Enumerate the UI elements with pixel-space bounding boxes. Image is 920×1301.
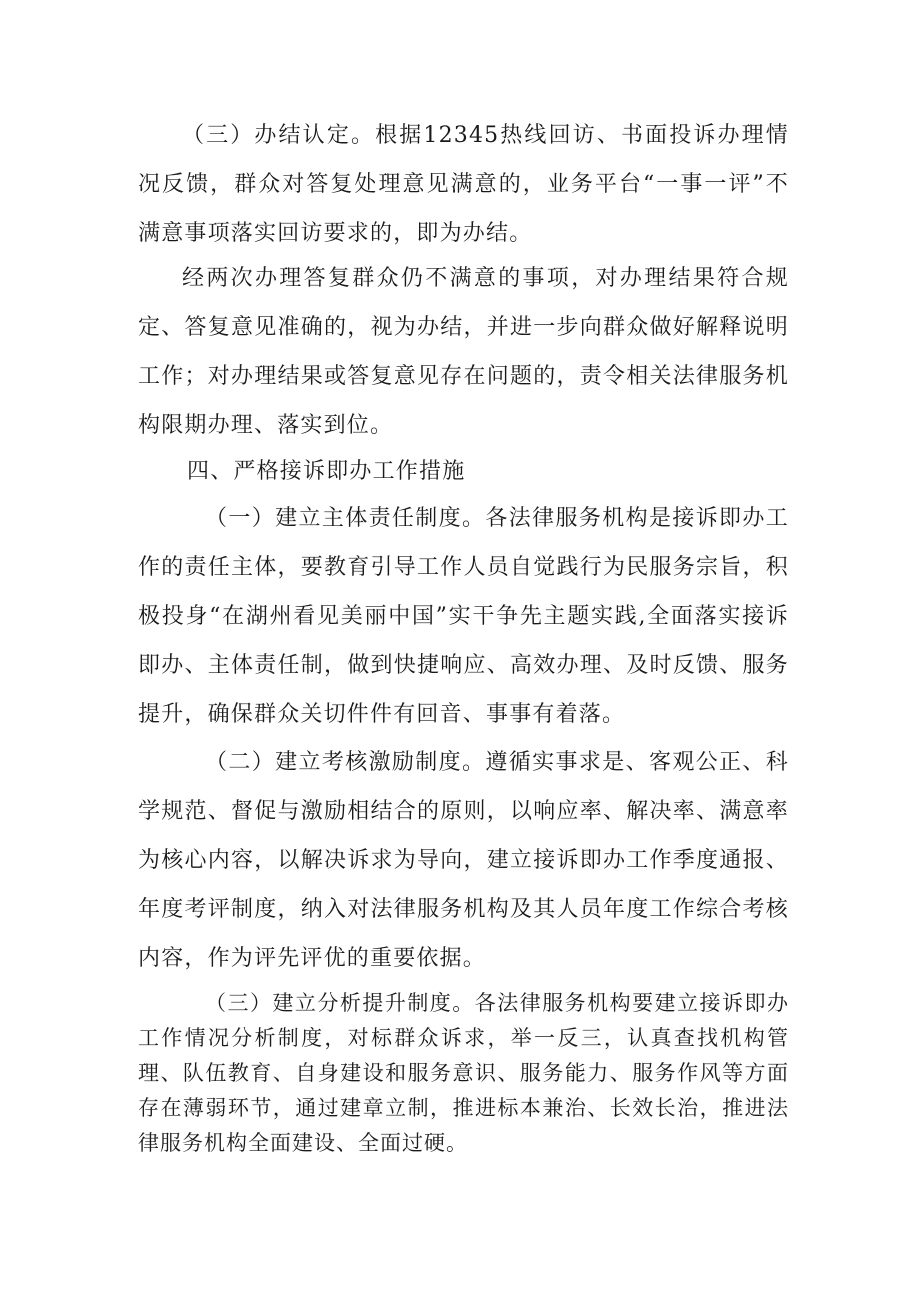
paragraph-assessment-incentive: （二）建立考核激励制度。遵循实事求是、客观公正、科学规范、督促与激励相结合的原则，以响应率、解决率、满意率为核心内容，以解决诉求为导向，建立接诉即办工作季度通报、年度考评制度，纳入对法律服务机构及其人员年度工作综合考核内容，作为评先评优的重要依据。 [138,750,789,971]
paragraph-analysis-improvement: （三）建立分析提升制度。各法律服务机构要建立接诉即办工作情况分析制度，对标群众诉求，举一反三，认真查找机构管理、队伍教育、自身建设和服务意识、服务能力、服务作风等方面存在薄弱环节，通过建章立制，推进标本兼治、长效长治，推进法律服务机构全面建设、全面过硬。 [138,991,789,1155]
section-heading-measures: 四、严格接诉即办工作措施 [187,459,466,484]
paragraph-completion-criteria: （三）办结认定。根据12345热线回访、书面投诉办理情况反馈，群众对答复处理意见满意的，业务平台“一事一评”不满意事项落实回访要求的，即为办结。 [138,123,789,246]
paragraph-responsibility-system: （一）建立主体责任制度。各法律服务机构是接诉即办工作的责任主体，要教育引导工作人员自觉践行为民服务宗旨，积极投身“在湖州看见美丽中国”实干争先主题实践,全面落实接诉即办、主体责任制，做到快捷响应、高效办理、及时反馈、服务提升，确保群众关切件件有回音、事事有着落。 [138,506,789,727]
paragraph-repeat-dissatisfaction: 经两次办理答复群众仍不满意的事项，对办理结果符合规定、答复意见准确的，视为办结，并进一步向群众做好解释说明工作；对办理结果或答复意见存在问题的，责令相关法律服务机构限期办理、落实到位。 [138,266,789,438]
